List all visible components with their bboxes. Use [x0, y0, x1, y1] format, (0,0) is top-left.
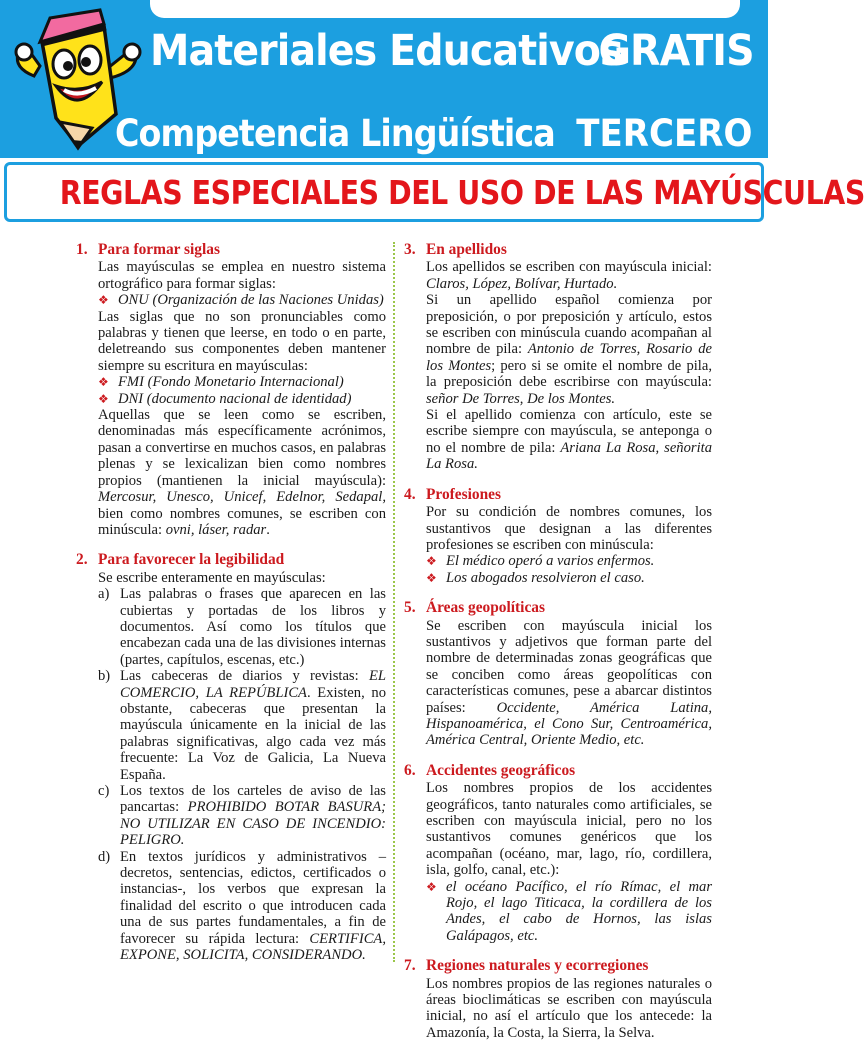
text-run: . Existen, no obstante, cabeceras que presentan la mayúscula únicamente en la inicial de las palabras significativas, algo cada vez más frecuente: La Voz de Galicia, La Nueva España. [120, 684, 386, 783]
diamond-bullet-icon: ❖ [98, 293, 109, 308]
paragraph: Los nombres propios de los accidentes geográficos, tanto naturales como artificiales, se escriben con mayúscula inicial, pero no los sustantivos comunes genéricos que los acompañan (océano, mar, lago, río, cordillera, isla, golfo, canal, etc.): [426, 780, 712, 879]
paragraph [426, 407, 712, 473]
lettered-item [98, 849, 386, 964]
lettered-item [98, 586, 386, 668]
section-areas-geopoliticas [404, 600, 712, 749]
column-divider [393, 242, 395, 962]
text-run: Si el apellido comienza con artículo, este se escribe siempre con mayúscula, se anteponga o no el nombre de pila: [426, 407, 712, 456]
text-run-italic: Mercosur, Unesco, Unicef, Edelnor, Sedapal, [98, 489, 386, 506]
pencil-mascot-icon [4, 6, 152, 156]
text-run: ; pero si se omite el nombre de pila, la preposición debe escribirse con mayúscula: [426, 357, 712, 391]
subject-line [115, 112, 760, 160]
page-title-box [4, 162, 865, 222]
diamond-bullet-icon: ❖ [98, 391, 109, 406]
paragraph [426, 259, 712, 292]
section-number: 5. [404, 599, 416, 617]
section-title: Para formar siglas [98, 241, 220, 258]
section-body [76, 259, 386, 538]
section-number: 6. [404, 761, 416, 779]
text-run: Las cabeceras de diarios y revistas: [120, 668, 369, 685]
item-letter: b) [98, 668, 111, 685]
diamond-bullet-icon: ❖ [98, 375, 109, 390]
text-run: Si un apellido español comienza por preposición, o por preposición y artículo, estos se escriben con minúscula cuando acompañan al nombre de pila: [426, 292, 712, 358]
section-body [76, 570, 386, 964]
header-top-tab [150, 0, 740, 18]
section-apellidos [404, 242, 712, 473]
section-title: Para favorecer la legibilidad [98, 551, 285, 569]
text-run-italic: EL COMERCIO, LA REPÚBLICA [120, 668, 386, 701]
section-body [404, 504, 712, 586]
paragraph [426, 292, 712, 407]
paragraph: Se escribe enteramente en mayúsculas: [98, 569, 326, 586]
section-number: 1. [76, 241, 88, 258]
section-siglas [76, 242, 386, 538]
paragraph: Los nombres propios de las regiones naturales o áreas bioclimáticas se escriben con mayúscula inicial, no así el artículo que los antecede: la Amazonía, la Costa, la Sierra, la Selva. [426, 975, 712, 1041]
section-number: 3. [404, 241, 416, 258]
diamond-bullet-icon: ❖ [426, 570, 437, 585]
section-heading [404, 958, 712, 974]
text-run-italic: Ariana La Rosa, señorita La Rosa. [426, 439, 712, 473]
bullet-item [426, 879, 712, 945]
brand-free-label: GRATIS [598, 26, 754, 76]
paragraph: Las mayúsculas se emplea en nuestro sistema ortográfico para formar siglas: [98, 259, 386, 292]
text-run: Los apellidos se escriben con mayúscula inicial: [426, 259, 712, 276]
item-letter: a) [98, 586, 110, 603]
section-number: 7. [404, 957, 416, 975]
section-number: 4. [404, 485, 416, 503]
section-body [404, 618, 712, 749]
section-title: Áreas geopolíticas [426, 599, 545, 617]
bullet-item [98, 374, 386, 390]
bullet-item [426, 570, 712, 586]
subject-name: Competencia Lingüística [115, 112, 555, 155]
item-text [120, 668, 386, 783]
paragraph [426, 618, 712, 749]
text-run: Aquellas que se leen como se escriben, denominadas más específicamente acrónimos, pasan a convertirse en muchos casos, en palabras plenas y se lexicalizan bien como nombres propios (mantienen la inicial mayúscula): [98, 407, 386, 489]
brand-name: Materiales Educativos [150, 26, 623, 76]
paragraph [98, 407, 386, 538]
bullet-item [98, 292, 386, 308]
section-accidentes-geograficos [404, 763, 712, 944]
section-heading [76, 242, 386, 258]
text-run: Los textos de los carteles de aviso de las pancartas: [120, 783, 386, 816]
diamond-bullet-icon: ❖ [426, 879, 437, 894]
bullet-text: Los abogados resolvieron el caso. [446, 569, 645, 586]
diamond-bullet-icon: ❖ [426, 554, 437, 569]
header-banner [0, 0, 865, 228]
text-run-italic: ovni, láser, radar [165, 521, 267, 538]
bullet-text: ONU (Organización de las Naciones Unidas) [118, 292, 384, 309]
section-legibilidad [76, 552, 386, 963]
section-heading [76, 552, 386, 568]
section-profesiones [404, 487, 712, 586]
lettered-item [98, 668, 386, 783]
lettered-item [98, 783, 386, 849]
text-run: Se escriben con mayúscula inicial los sustantivos y adjetivos que forman parte del nombre de determinadas zonas geográficas que se conciben como áreas geopolíticas con características comunes, pese a abarcar distintos países: [426, 617, 712, 716]
left-column [76, 242, 386, 977]
item-text: Las palabras o frases que aparecen en las cubiertas y portadas de los libros y documentos. Así como los títulos que encabezan cada una de las divisiones internas (partes, capítulos, escenas, etc.) [120, 586, 386, 668]
section-heading [404, 763, 712, 779]
section-title: En apellidos [426, 241, 507, 258]
section-title: Accidentes geográficos [426, 761, 576, 779]
text-run-italic: Claros, López, Bolívar, Hurtado. [426, 275, 618, 292]
paragraph: Por su condición de nombres comunes, los sustantivos que designan a las diferentes profesiones se escriben con minúscula: [426, 504, 712, 553]
bullet-text: el océano Pacífico, el río Rímac, el mar Rojo, el lago Titicaca, la cordillera de los Andes, el cabo de Hornos, las islas Galápagos, etc. [446, 878, 712, 944]
text-run-italic: Antonio de Torres, Rosario de los Montes [426, 341, 712, 374]
section-title: Profesiones [426, 485, 501, 503]
paragraph: Las siglas que no son pronunciables como palabras y tienen que leerse, en todo o en parte, deletreando sus componentes deben mantener siempre su escritura en mayúsculas: [98, 308, 386, 374]
text-run: En textos jurídicos y administrativos –decretos, sentencias, edictos, certificados o instancias-, los verbos que expresan la finalidad del escrito o que introducen cada una de sus partes fundamentales, a fin de favorecer su rápida lectura: [120, 848, 386, 947]
item-letter: c) [98, 783, 110, 799]
text-run: bien como nombres comunes, se escriben con minúscula: [98, 505, 386, 538]
section-number: 2. [76, 551, 88, 569]
section-body [404, 259, 712, 472]
item-text [120, 783, 386, 849]
item-letter: d) [98, 848, 111, 865]
section-regiones-naturales [404, 958, 712, 1041]
section-title: Regiones naturales y ecorregiones [426, 957, 649, 975]
bullet-item [98, 391, 386, 407]
page-title: REGLAS ESPECIALES DEL USO DE LAS MAYÚSCULAS [59, 173, 865, 212]
section-body [404, 976, 712, 1042]
text-run: . [266, 521, 270, 538]
section-heading [404, 487, 712, 503]
bullet-text: FMI (Fondo Monetario Internacional) [118, 374, 344, 391]
text-run-italic: señor De Torres, De los Montes. [426, 390, 616, 407]
text-run-italic: Occidente, América Latina, Hispanoamérica, el Cono Sur, Centroamérica, América Central, Oriente Medio, etc. [426, 699, 712, 749]
section-body [404, 780, 712, 944]
bullet-text: El médico operó a varios enfermos. [446, 553, 655, 570]
text-run-italic: CERTIFICA, EXPONE, SOLICITA, CONSIDERANDO. [120, 930, 386, 964]
brand-line [150, 26, 760, 98]
section-heading [404, 600, 712, 616]
bullet-text: DNI (documento nacional de identidad) [118, 390, 352, 407]
grade-label: TERCERO [575, 112, 752, 155]
item-text [120, 849, 386, 964]
text-run-italic: PROHIBIDO BOTAR BASURA; NO UTILIZAR EN CASO DE INCENDIO: PELIGRO. [120, 799, 386, 849]
right-column [404, 242, 712, 1055]
bullet-item [426, 553, 712, 569]
section-heading [404, 242, 712, 258]
